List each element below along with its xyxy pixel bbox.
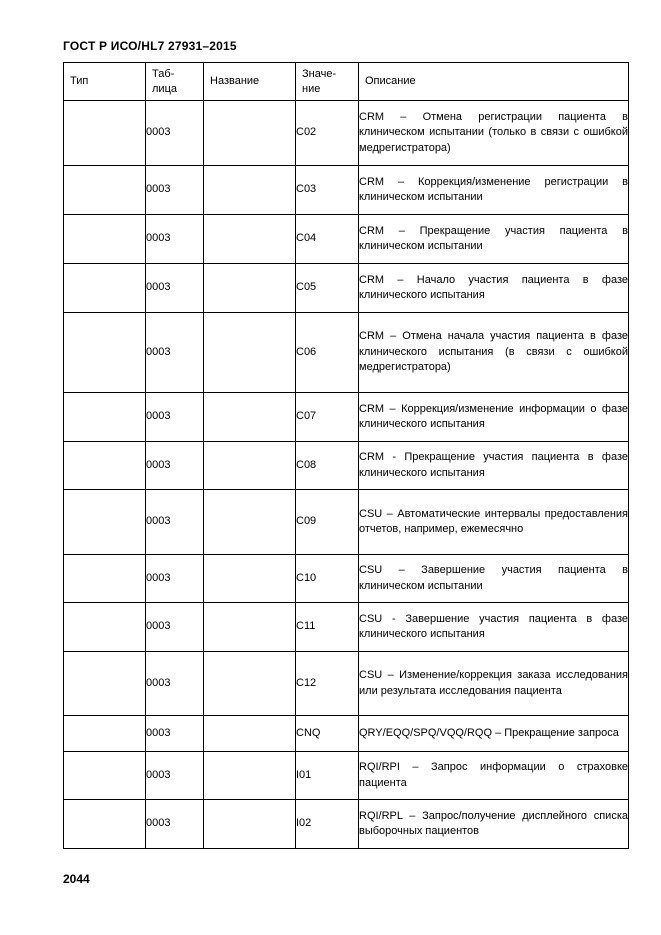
cell-value: C03 [296,166,359,215]
cell-description: QRY/EQQ/SPQ/VQQ/RQQ – Прекращение запроса [359,716,629,752]
cell-description: CRM - Прекращение участия пациента в фазе клинического испытания [359,442,629,490]
table-row [64,490,629,555]
column-header-type: Тип [64,63,146,101]
cell-table: 0003 [146,442,204,490]
cell-name [204,166,296,215]
table-row [64,166,629,215]
table-row [64,313,629,393]
column-header-table: Таб- лица [146,63,204,101]
cell-table: 0003 [146,101,204,166]
cell-type [64,716,146,752]
cell-name [204,215,296,264]
cell-value: C06 [296,313,359,393]
cell-table: 0003 [146,264,204,313]
cell-value: C05 [296,264,359,313]
table-row [64,800,629,849]
table-row [64,603,629,652]
cell-name [204,752,296,800]
cell-type [64,603,146,652]
cell-description: CSU – Завершение участия пациента в клиническом испытании [359,555,629,603]
cell-table: 0003 [146,490,204,555]
cell-name [204,313,296,393]
table-row [64,264,629,313]
cell-table: 0003 [146,215,204,264]
cell-table: 0003 [146,800,204,849]
cell-value: C04 [296,215,359,264]
table-row [64,652,629,716]
cell-type [64,652,146,716]
cell-name [204,652,296,716]
table-row [64,716,629,752]
cell-table: 0003 [146,313,204,393]
table-header-row [64,63,629,101]
cell-description: CSU - Завершение участия пациента в фазе клинического испытания [359,603,629,652]
cell-type [64,166,146,215]
cell-value: C12 [296,652,359,716]
cell-value: I01 [296,752,359,800]
cell-type [64,264,146,313]
cell-table: 0003 [146,752,204,800]
cell-type [64,101,146,166]
cell-name [204,555,296,603]
table-row [64,215,629,264]
table-row [64,393,629,442]
cell-type [64,800,146,849]
cell-table: 0003 [146,393,204,442]
cell-description: CSU – Изменение/коррекция заказа исследования или результата исследования пациента [359,652,629,716]
cell-table: 0003 [146,603,204,652]
cell-description: CRM – Прекращение участия пациента в клиническом испытании [359,215,629,264]
document-header: ГОСТ Р ИСО/HL7 27931–2015 [63,39,237,53]
cell-value: C11 [296,603,359,652]
cell-value: C10 [296,555,359,603]
cell-value: C09 [296,490,359,555]
cell-value: C08 [296,442,359,490]
cell-table: 0003 [146,652,204,716]
table-row [64,442,629,490]
cell-description: RQI/RPL – Запрос/получение дисплейного списка выборочных пациентов [359,800,629,849]
cell-type [64,752,146,800]
cell-name [204,393,296,442]
cell-name [204,490,296,555]
cell-description: CSU – Автоматические интервалы предоставления отчетов, например, ежемесячно [359,490,629,555]
cell-type [64,313,146,393]
cell-description: CRM – Коррекция/изменение регистрации в клиническом испытании [359,166,629,215]
cell-description: RQI/RPI – Запрос информации о страховке пациента [359,752,629,800]
column-header-name: Название [204,63,296,101]
cell-table: 0003 [146,555,204,603]
column-header-value: Значе- ние [296,63,359,101]
table-row [64,555,629,603]
cell-name [204,800,296,849]
cell-description: CRM – Коррекция/изменение информации о фазе клинического испытания [359,393,629,442]
cell-value: I02 [296,800,359,849]
table-row [64,752,629,800]
cell-value: C07 [296,393,359,442]
code-table [63,62,629,849]
cell-value: CNQ [296,716,359,752]
cell-description: CRM – Отмена регистрации пациента в клиническом испытании (только в связи с ошибкой медрегистратора) [359,101,629,166]
cell-description: CRM – Начало участия пациента в фазе клинического испытания [359,264,629,313]
cell-table: 0003 [146,716,204,752]
cell-name [204,442,296,490]
cell-name [204,101,296,166]
table-row [64,101,629,166]
cell-description: CRM – Отмена начала участия пациента в фазе клинического испытания (в связи с ошибкой медрегистратора) [359,313,629,393]
page-number: 2044 [63,872,90,886]
cell-name [204,603,296,652]
cell-name [204,716,296,752]
cell-type [64,393,146,442]
cell-value: C02 [296,101,359,166]
cell-type [64,442,146,490]
cell-name [204,264,296,313]
cell-table: 0003 [146,166,204,215]
cell-type [64,215,146,264]
column-header-description: Описание [359,63,629,101]
cell-type [64,490,146,555]
cell-type [64,555,146,603]
